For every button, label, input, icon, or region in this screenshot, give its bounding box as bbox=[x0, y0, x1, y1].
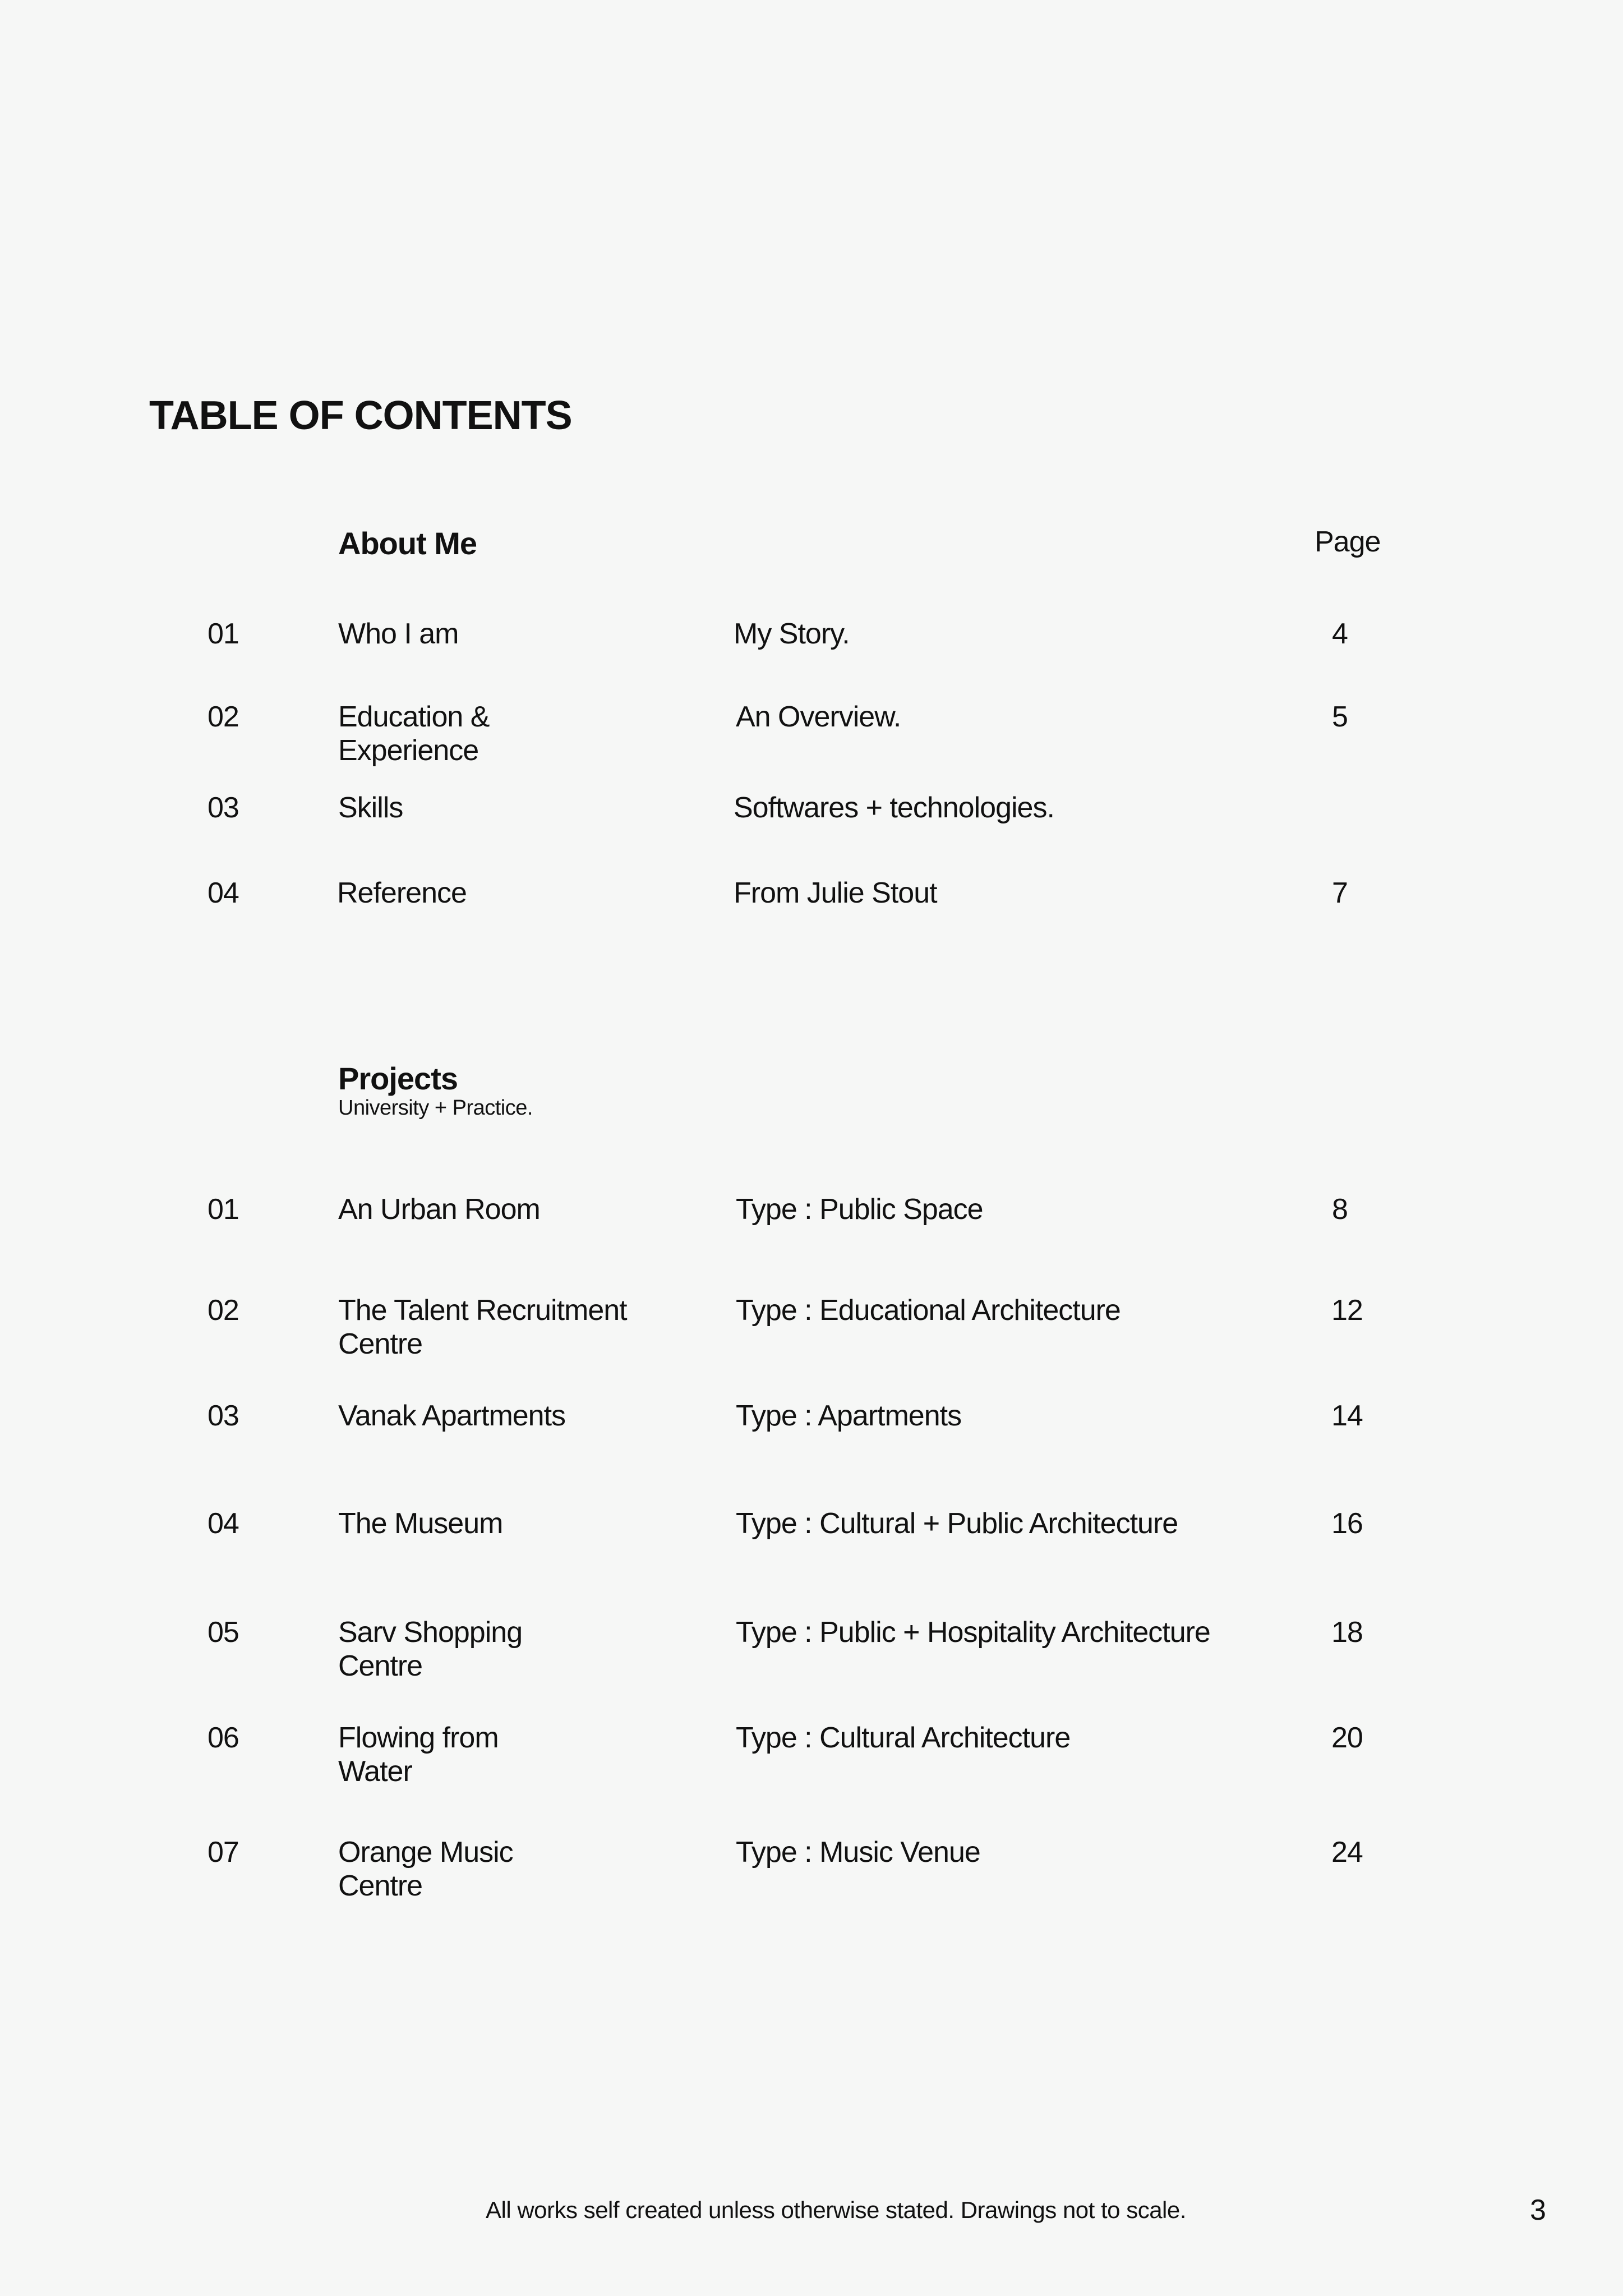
toc-page-number: 14 bbox=[1331, 1400, 1363, 1432]
toc-description: Type : Cultural Architecture bbox=[736, 1722, 1071, 1754]
toc-title: Who I am bbox=[338, 618, 459, 650]
toc-number: 04 bbox=[208, 1507, 239, 1540]
toc-description: Type : Apartments bbox=[736, 1400, 962, 1432]
toc-title: Skills bbox=[338, 792, 403, 824]
toc-description: Type : Educational Architecture bbox=[736, 1294, 1121, 1327]
toc-title: The Talent Recruitment Centre bbox=[338, 1294, 627, 1360]
toc-description: Type : Public + Hospitality Architecture bbox=[736, 1616, 1210, 1649]
toc-number: 06 bbox=[208, 1722, 239, 1754]
section-heading-projects: Projects bbox=[338, 1061, 458, 1096]
toc-page-number: 4 bbox=[1332, 618, 1348, 650]
toc-row[interactable] bbox=[0, 1399, 1623, 1478]
toc-number: 02 bbox=[208, 701, 239, 733]
toc-row[interactable] bbox=[0, 791, 1623, 869]
toc-page-number: 5 bbox=[1332, 701, 1348, 733]
toc-description: Softwares + technologies. bbox=[734, 792, 1054, 824]
toc-row[interactable] bbox=[0, 1294, 1623, 1372]
toc-title: Orange Music Centre bbox=[338, 1836, 513, 1902]
toc-title: Education & Experience bbox=[338, 701, 490, 767]
toc-number: 01 bbox=[208, 1193, 239, 1226]
section-heading-about: About Me bbox=[338, 526, 477, 561]
toc-number: 03 bbox=[208, 792, 239, 824]
toc-description: Type : Cultural + Public Architecture bbox=[736, 1507, 1178, 1540]
toc-description: Type : Music Venue bbox=[736, 1836, 980, 1869]
toc-description: My Story. bbox=[734, 618, 850, 650]
toc-number: 01 bbox=[208, 618, 239, 650]
toc-number: 03 bbox=[208, 1400, 239, 1432]
toc-description: Type : Public Space bbox=[736, 1193, 983, 1226]
toc-page-number: 24 bbox=[1331, 1836, 1363, 1869]
page-column-header: Page bbox=[1315, 526, 1381, 558]
toc-title: Flowing from Water bbox=[338, 1722, 499, 1788]
toc-title: Reference bbox=[337, 877, 467, 909]
footer-note: All works self created unless otherwise stated. Drawings not to scale. bbox=[486, 2197, 1186, 2223]
page-number: 3 bbox=[1530, 2194, 1546, 2226]
toc-row[interactable] bbox=[0, 1507, 1623, 1585]
toc-page-number: 7 bbox=[1332, 877, 1348, 909]
toc-number: 04 bbox=[208, 877, 239, 909]
toc-row[interactable] bbox=[0, 1835, 1623, 1914]
toc-row[interactable] bbox=[0, 617, 1623, 696]
toc-number: 05 bbox=[208, 1616, 239, 1649]
toc-page-number: 20 bbox=[1331, 1722, 1363, 1754]
toc-row[interactable] bbox=[0, 1721, 1623, 1800]
toc-page-number: 16 bbox=[1331, 1507, 1363, 1540]
toc-row[interactable] bbox=[0, 1193, 1623, 1271]
toc-row[interactable] bbox=[0, 876, 1623, 955]
toc-title: Vanak Apartments bbox=[338, 1400, 566, 1432]
toc-page-number: 8 bbox=[1332, 1193, 1348, 1226]
toc-title: An Urban Room bbox=[338, 1193, 540, 1226]
page-title: TABLE OF CONTENTS bbox=[149, 393, 572, 438]
section-subheading-projects: University + Practice. bbox=[338, 1096, 533, 1120]
toc-description: From Julie Stout bbox=[734, 877, 937, 909]
toc-number: 07 bbox=[208, 1836, 239, 1869]
toc-page-number: 12 bbox=[1331, 1294, 1363, 1327]
toc-title: The Museum bbox=[338, 1507, 503, 1540]
toc-description: An Overview. bbox=[736, 701, 901, 733]
toc-row[interactable] bbox=[0, 700, 1623, 779]
toc-number: 02 bbox=[208, 1294, 239, 1327]
toc-row[interactable] bbox=[0, 1616, 1623, 1694]
toc-title: Sarv Shopping Centre bbox=[338, 1616, 523, 1682]
toc-page-number: 18 bbox=[1331, 1616, 1363, 1649]
